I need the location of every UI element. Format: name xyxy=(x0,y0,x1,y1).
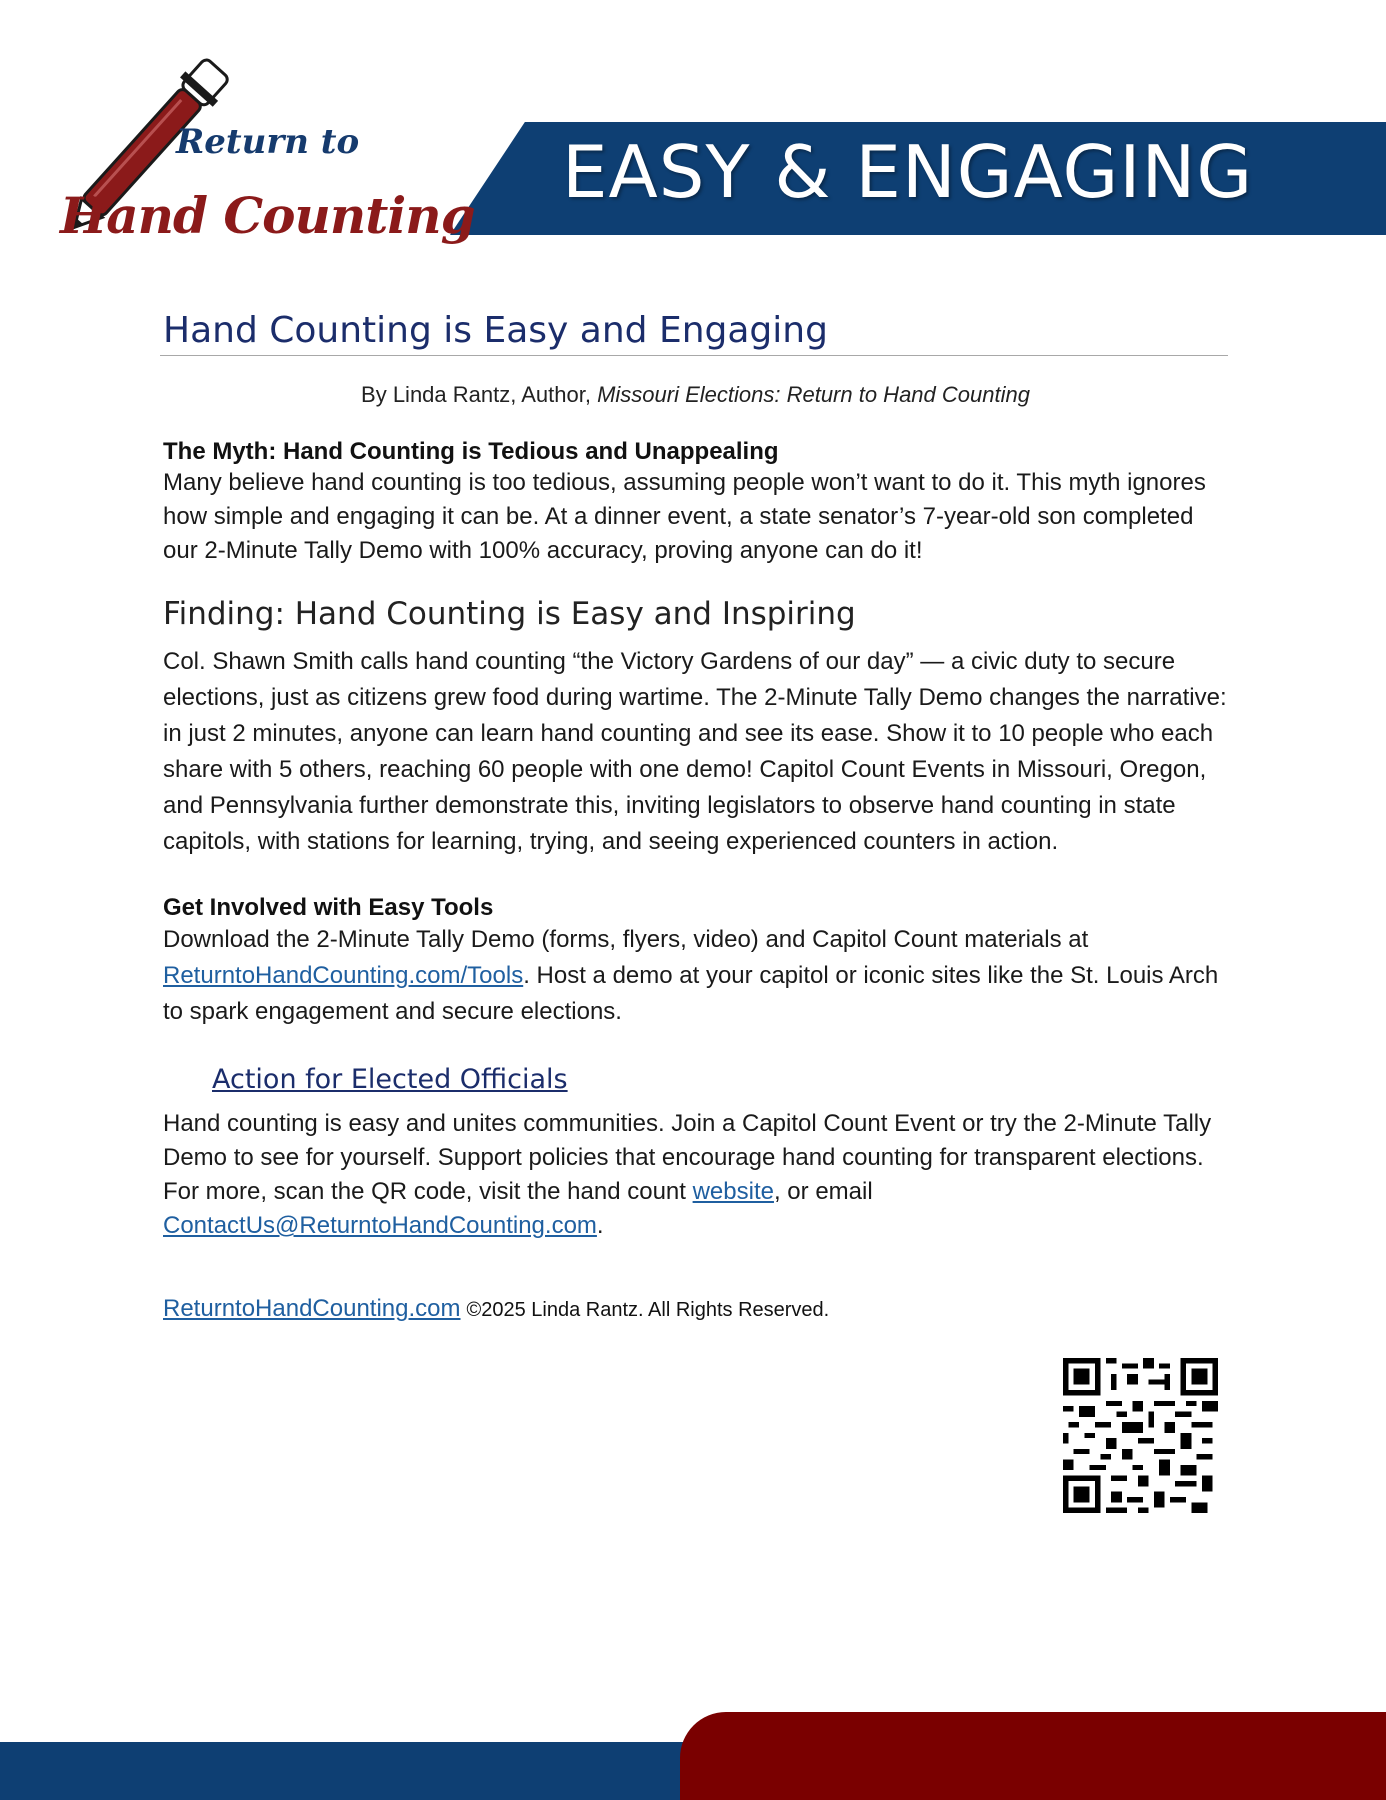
tools-paragraph xyxy=(163,922,1228,1030)
footer-line xyxy=(163,1295,1228,1323)
finding-paragraph: Col. Shawn Smith calls hand counting “the Victory Gardens of our day” — a civic duty to secure elections, just as citizens grew food during wartime. The 2-Minute Tally Demo changes the narrative: in just 2 minutes, anyone can learn hand counting and see its ease. Show it to 10 people who each share with 5 others, reaching 60 people with one demo! Capitol Count Events in Missouri, Oregon, and Pennsylvania further demonstrate this, inviting legislators to observe hand counting in state capitols, with stations for learning, trying, and seeing experienced counters in action. xyxy=(163,648,1227,855)
email-link[interactable]: ContactUs@ReturntoHandCounting.com xyxy=(163,1212,597,1239)
qr-code-icon[interactable] xyxy=(1063,1358,1218,1513)
article-title: Hand Counting is Easy and Engaging xyxy=(160,310,1228,356)
action-heading: Action for Elected Officials xyxy=(212,1064,568,1095)
site-link[interactable]: ReturntoHandCounting.com xyxy=(163,1295,461,1322)
byline-author: By Linda Rantz, Author, xyxy=(361,382,598,407)
finding-heading: Finding: Hand Counting is Easy and Inspiring xyxy=(163,596,856,632)
footer-bar-red xyxy=(680,1712,1386,1800)
byline-book-title: Missouri Elections: Return to Hand Counting xyxy=(597,382,1030,407)
logo-text-return-to: Return to xyxy=(176,122,360,162)
footer-bar-blue xyxy=(0,1742,700,1800)
article xyxy=(163,310,1228,1323)
tools-heading: Get Involved with Easy Tools xyxy=(163,894,494,921)
action-text-start: Hand counting is easy and unites communities. Join a Capitol Count Event or try the 2-Minute Tally Demo to see for yourself. Support policies that encourage hand counting for transparent elections. For more, scan the QR code, visit the hand count xyxy=(163,1110,1212,1205)
tools-link[interactable]: ReturntoHandCounting.com/Tools xyxy=(163,962,524,989)
myth-heading: The Myth: Hand Counting is Tedious and Unappealing xyxy=(163,438,779,465)
website-link[interactable]: website xyxy=(692,1178,774,1205)
myth-paragraph: Many believe hand counting is too tedious, assuming people won’t want to do it. This myth ignores how simple and engaging it can be. At a dinner event, a state senator’s 7-year-old son completed our 2-Minute Tally Demo with 100% accuracy, proving anyone can do it! xyxy=(163,469,1206,564)
tools-text-end: . Host a demo at your capitol or iconic sites like the St. Louis Arch to spark engagement and secure elections. xyxy=(163,962,1219,1025)
action-text-mid: , or email xyxy=(773,1178,873,1205)
action-paragraph xyxy=(163,1107,1228,1243)
logo-text-hand-counting: Hand Counting xyxy=(60,186,475,245)
tools-text-start: Download the 2-Minute Tally Demo (forms, flyers, video) and Capitol Count materials at xyxy=(163,926,1089,953)
banner-title: EASY & ENGAGING xyxy=(562,130,1254,214)
byline xyxy=(163,382,1228,408)
copyright-text: ©2025 Linda Rantz. All Rights Reserved. xyxy=(466,1299,830,1321)
action-text-end: . xyxy=(596,1212,604,1239)
